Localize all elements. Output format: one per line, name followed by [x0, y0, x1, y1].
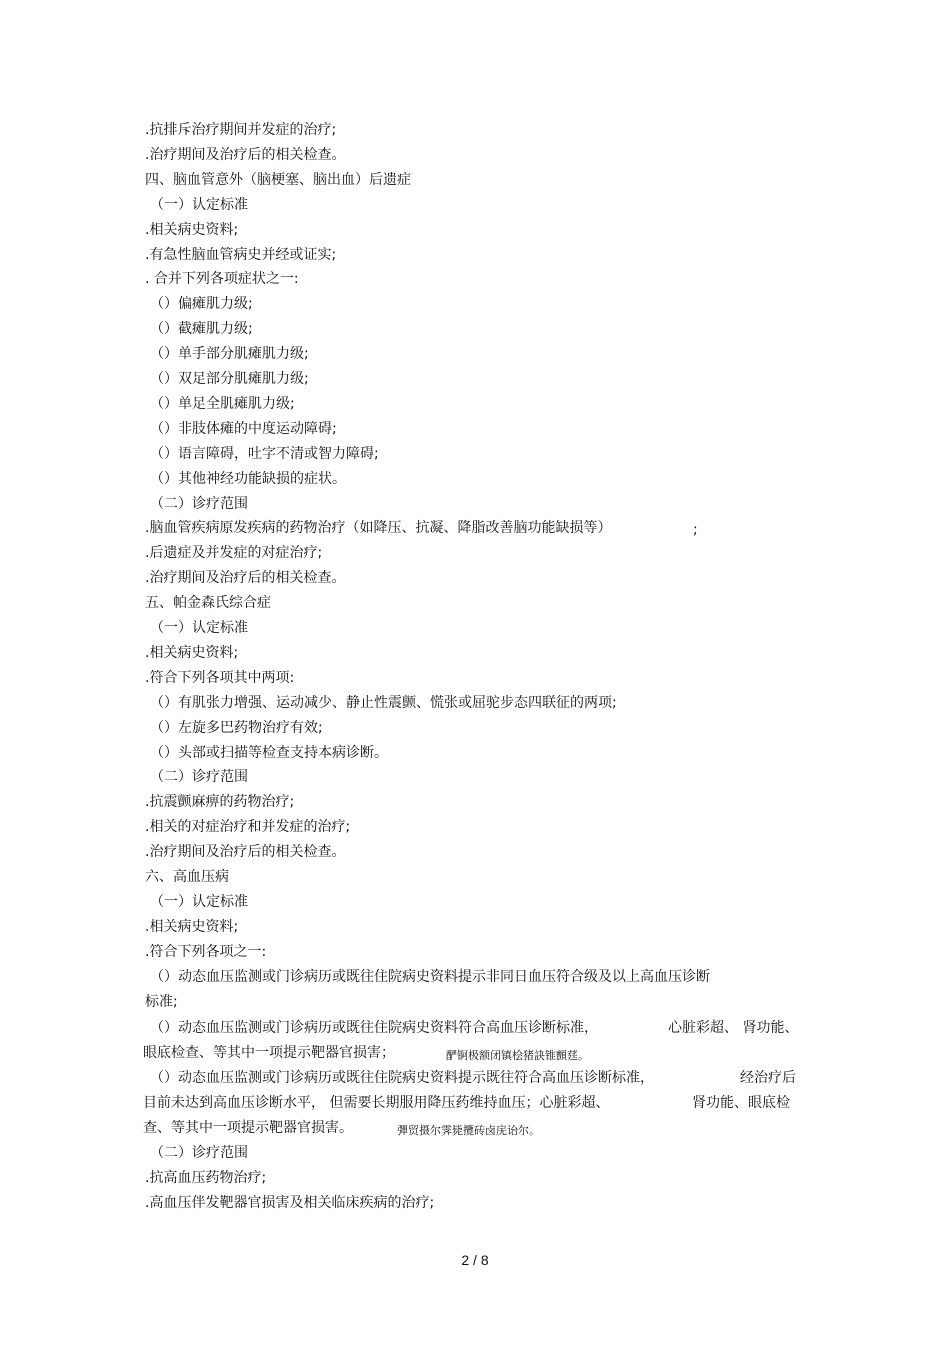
- para3-line2b: 肾功能、眼底检: [692, 1095, 790, 1111]
- text-line: （）左旋多巴药物治疗有效;: [150, 719, 323, 736]
- text-line: （）单手部分肌瘫肌力级;: [150, 346, 309, 363]
- text-line: （二）诊疗范围: [150, 495, 248, 512]
- para2-line2a: 眼底检查、等其中一项提示靶器官损害；: [143, 1045, 395, 1061]
- text-line: （）双足部分肌瘫肌力级;: [150, 371, 309, 387]
- text-line: （）动态血压监测或门诊病历或既往住院病史资料提示非同日血压符合级及以上高血压诊断: [150, 968, 710, 985]
- text-line: （）有肌张力增强、运动减少、静止性震颤、慌张或屈驼步态四联征的两项;: [150, 694, 617, 711]
- text-line: （二）诊疗范围: [150, 1145, 248, 1161]
- text-line: （）截瘫肌力级;: [150, 321, 253, 338]
- para3-line2a: 目前未达到高血压诊断水平， 但需要长期服用降压药维持血压；心脏彩超、: [143, 1095, 610, 1111]
- text-line: （二）诊疗范围: [150, 769, 248, 786]
- text-line: （一）认定标准: [150, 620, 248, 636]
- text-line: （）偏瘫肌力级;: [150, 296, 253, 313]
- trailing-semicolon: ;: [693, 522, 698, 538]
- text-line: （）单足全肌瘫肌力级;: [150, 395, 295, 412]
- text-line: .有急性脑血管病史并经或证实;: [145, 246, 337, 263]
- text-line: .符合下列各项其中两项:: [145, 669, 295, 686]
- para2-line1a: （）动态血压监测或门诊病历或既往住院病史资料符合高血压诊断标准，: [150, 1020, 598, 1036]
- text-line: .治疗期间及治疗后的相关检查。: [145, 146, 346, 163]
- para2-garbled-text: 酽锕极额闭镇桧猪訣锥顫莛。: [446, 1049, 589, 1062]
- text-line: .相关病史资料;: [145, 644, 239, 661]
- text-line: .相关的对症治疗和并发症的治疗;: [145, 819, 351, 836]
- text-line: （）其他神经功能缺损的症状。: [150, 470, 346, 487]
- para3-garbled-text: 彈贸摄尔霁毙攬砖卤庑诒尔。: [397, 1124, 540, 1137]
- text-line: .抗高血压药物治疗;: [145, 1170, 267, 1186]
- text-line: （一）认定标准: [150, 196, 248, 213]
- text-line: .后遗症及并发症的对症治疗;: [145, 545, 323, 562]
- para3-line1b: 经治疗后: [740, 1070, 796, 1086]
- text-line: .脑血管疾病原发疾病的药物治疗（如降压、抗凝、降脂改善脑功能缺损等）: [145, 520, 612, 537]
- text-line: 五、帕金森氏综合症: [145, 595, 271, 612]
- page-number: 2 / 8: [461, 1252, 489, 1268]
- text-line: .治疗期间及治疗后的相关检查。: [145, 570, 346, 587]
- para3-line3a: 查、等其中一项提示靶器官损害。: [143, 1120, 353, 1136]
- text-line: .抗震颤麻痹的药物治疗;: [145, 794, 295, 811]
- para2-line1b: 心脏彩超、 肾功能、: [668, 1020, 799, 1036]
- text-line: .相关病史资料;: [145, 918, 239, 935]
- text-line: 标准;: [145, 993, 178, 1010]
- para3-line1a: （）动态血压监测或门诊病历或既往住院病史资料提示既往符合高血压诊断标准，: [150, 1070, 654, 1086]
- text-line: 六、高血压病: [145, 869, 229, 885]
- text-line: （）头部或扫描等检查支持本病诊断。: [150, 744, 388, 761]
- text-line: .抗排斥治疗期间并发症的治疗;: [145, 122, 337, 138]
- text-line: .高血压伴发靶器官损害及相关临床疾病的治疗;: [145, 1195, 435, 1211]
- text-line: 四、脑血管意外（脑梗塞、脑出血）后遗症: [145, 171, 411, 188]
- text-line: （）语言障碍，吐字不清或智力障碍;: [150, 445, 379, 462]
- text-line: .治疗期间及治疗后的相关检查。: [145, 844, 346, 861]
- text-line: .符合下列各项之一:: [145, 943, 267, 960]
- text-line: （一）认定标准: [150, 893, 248, 910]
- text-line: （）非肢体瘫的中度运动障碍;: [150, 420, 337, 437]
- text-line: . 合并下列各项症状之一:: [145, 271, 299, 288]
- text-line: .相关病史资料;: [145, 221, 239, 238]
